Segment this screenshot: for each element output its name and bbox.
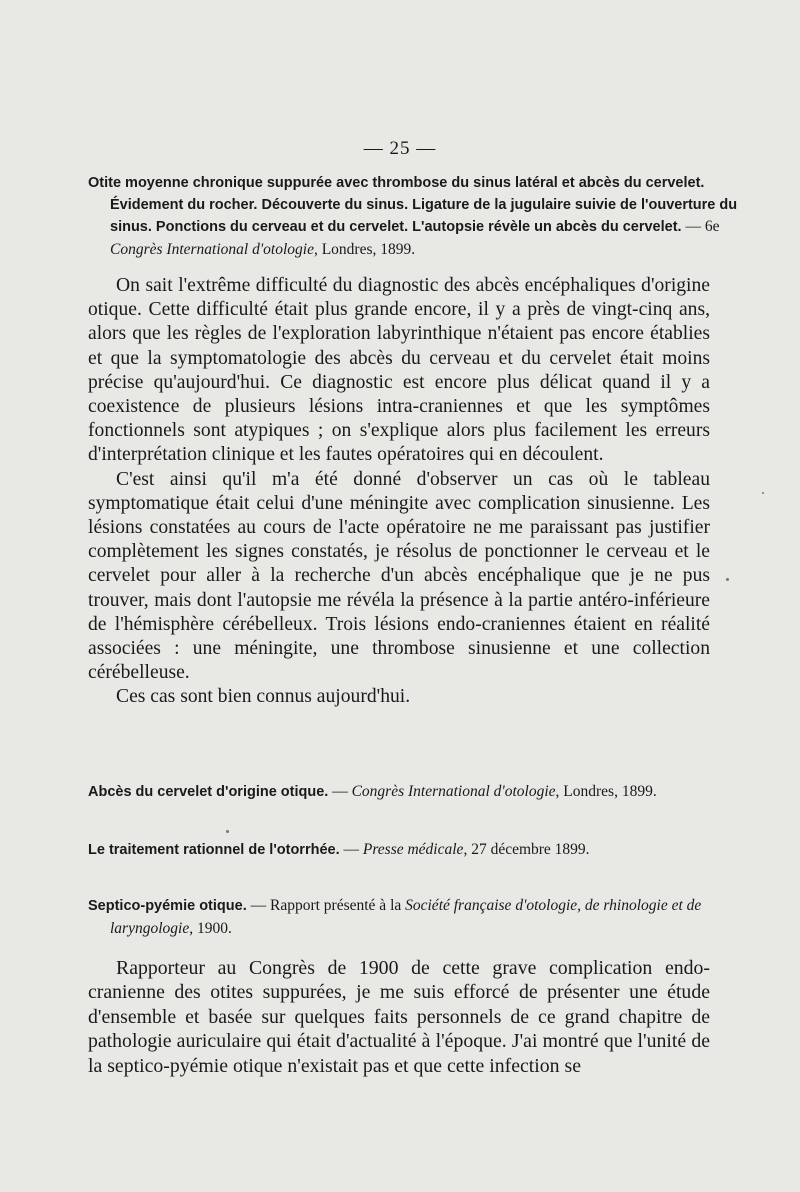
entry-citation-journal: Congrès International d'otologie xyxy=(110,240,314,258)
entry-citation-suffix: , 1900. xyxy=(189,919,232,937)
body-text-block-1 xyxy=(88,274,710,710)
entry-citation-suffix: , Londres, 1899. xyxy=(555,783,657,800)
entry-citation-journal: Presse médicale xyxy=(362,841,464,858)
paragraph: C'est ainsi qu'il m'a été donné d'observer un cas où le tableau symptomatique était celui d'une méningite avec complication sinusienne. Les lésions constatées au cours de l'acte opératoire ne me paraissant pas justifier complètement les signes constatés, je résolus de ponctionner le cerveau et le cervelet pour aller à la recherche d'un abcès encéphalique que je ne pus trouver, mais dont l'autopsie me révéla la présence à la partie antéro-inférieure de l'hémisphère cérébelleux. Trois lésions endo-craniennes étaient en réalité associées : une méningite, une thrombose sinusienne et une collection cérébelleuse. xyxy=(88,468,710,684)
entry-traitement-otorrhee xyxy=(88,839,716,862)
entry-title: Le traitement rationnel de l'otorrhée. xyxy=(88,842,340,858)
paragraph: Ces cas sont bien connus aujourd'hui. xyxy=(116,686,411,708)
entry-citation-prefix: — xyxy=(328,783,352,800)
entry-citation-prefix: — xyxy=(339,841,363,858)
entry-septico-pyemie xyxy=(88,895,738,940)
scan-speck xyxy=(726,578,729,581)
entry-abces-cervelet xyxy=(88,781,716,804)
paragraph: On sait l'extrême difficulté du diagnostic des abcès encéphaliques d'origine otique. Cette difficulté était plus grande encore, il y a près de vingt-cinq ans, alors que les règles de l'exploration labyrinthique n'étaient pas encore établies et que la symptomatologie des abcès du cerveau et du cervelet était moins précise qu'aujourd'hui. Ce diagnostic est encore plus délicat quand il y a coexistence de plusieurs lésions intra-craniennes et que les symptômes fonctionnels sont atypiques ; on s'explique alors plus facilement les erreurs d'interprétation clinique et les fautes opératoires qui en découlent. xyxy=(88,275,710,466)
entry-title: Septico-pyémie otique. xyxy=(88,898,247,914)
body-text-block-2 xyxy=(88,956,710,1078)
entry-citation-prefix: — 6e xyxy=(681,218,720,235)
entry-citation-journal: Congrès International d'otologie xyxy=(351,783,556,800)
entry-title: Abcès du cervelet d'origine otique. xyxy=(88,784,329,800)
entry-otite-moyenne xyxy=(88,173,738,261)
page-number: — 25 — xyxy=(363,138,437,159)
entry-title: Otite moyenne chronique suppurée avec thrombose du sinus latéral et abcès du cervelet. Évidement du rocher. Découverte du sinus. Ligature de la jugulaire suivie de l'ouverture du sinus. Ponctions du cerveau et du cervelet. L'autopsie révèle un abcès du cervelet. xyxy=(88,175,738,235)
entry-citation-prefix: — Rapport présenté à la xyxy=(246,897,406,914)
scan-speck xyxy=(226,830,229,833)
entry-citation-journal: Société française d'otologie, de rhinologie et de laryngologie xyxy=(110,897,702,937)
entry-citation-suffix: , Londres, 1899. xyxy=(313,240,416,258)
scan-speck xyxy=(762,492,764,494)
entry-citation-suffix: , 27 décembre 1899. xyxy=(463,841,590,858)
paragraph: Rapporteur au Congrès de 1900 de cette grave complication endo-cranienne des otites suppurées, je me suis efforcé de présenter une étude d'ensemble et basée sur quelques faits personnels de ce grand chapitre de pathologie auriculaire qui était d'actualité à l'époque. J'ai montré que l'unité de la septico-pyémie otique n'existait pas et que cette infection se xyxy=(88,957,710,1077)
